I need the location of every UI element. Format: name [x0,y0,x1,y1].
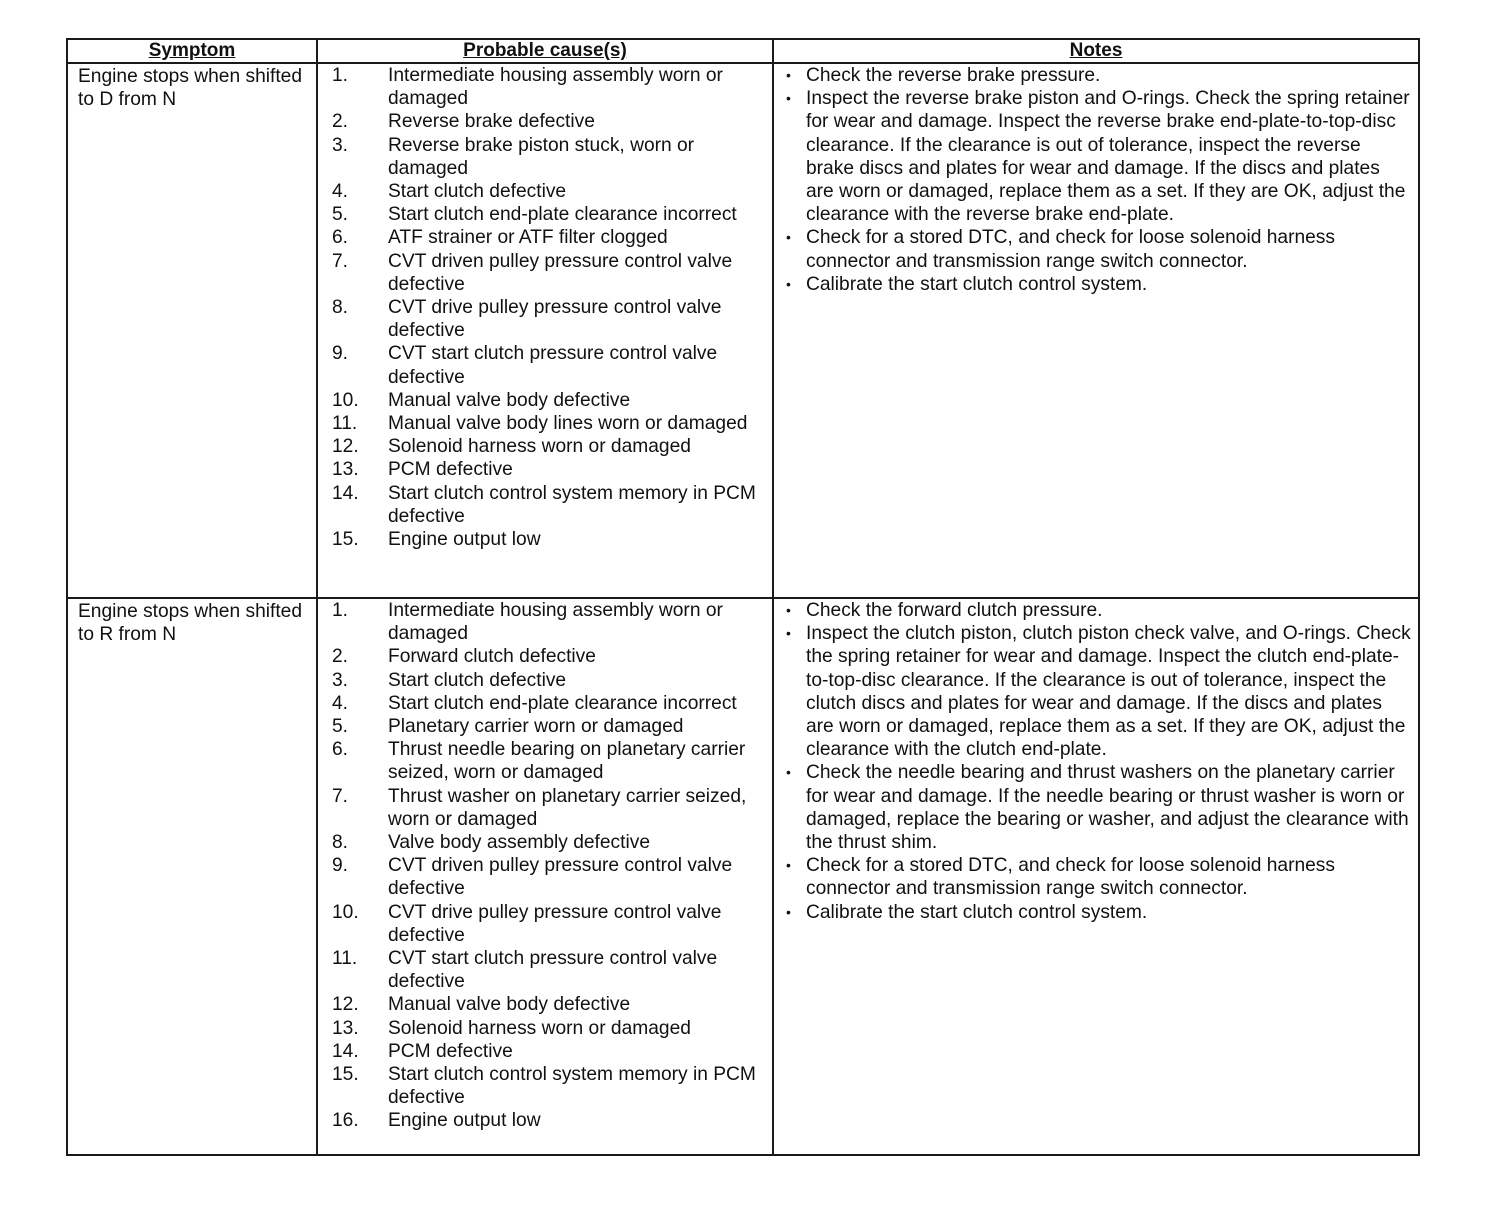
cause-text: Start clutch defective [388,181,567,203]
cause-text: Reverse brake piston stuck, worn or damaged [388,134,695,179]
cause-list [332,64,768,551]
note-item [786,761,1412,854]
header-row [67,39,1419,63]
note-list [786,64,1412,296]
cause-number: 6. [332,739,349,761]
bullet-icon: • [786,229,791,246]
bullet-icon: • [786,903,791,920]
cause-number: 1. [332,65,349,86]
notes-cell [773,63,1419,598]
cause-text: ATF strainer or ATF filter clogged [388,227,668,249]
cause-item [332,64,768,110]
cause-number: 11. [332,413,358,435]
cause-item [332,715,768,738]
symptom-cell [67,63,317,598]
cause-number: 7. [332,785,349,807]
cause-item [332,482,768,528]
bullet-icon: • [786,857,791,874]
cause-item [332,1063,768,1109]
cause-text: CVT drive pulley pressure control valve defective [388,297,722,342]
cause-item [332,692,768,715]
cause-text: PCM defective [388,1040,513,1062]
cause-number: 15. [332,1064,359,1086]
cause-text: Manual valve body lines worn or damaged [388,413,748,435]
cause-item [332,412,768,435]
cause-number: 8. [332,832,349,854]
cause-number: 7. [332,250,349,272]
cause-text: Intermediate housing assembly worn or damaged [388,65,723,110]
cause-number: 13. [332,459,359,481]
note-text: Check the reverse brake pressure. [806,65,1101,86]
note-text: Inspect the reverse brake piston and O-rings. Check the spring retainer for wear and damage. Inspect the reverse brake end-plate-to-top-disc clearance. If the clearance is out of tolerance, inspect the reverse brake discs and plates for wear and damage. If the discs and plates are worn or damaged, replace them as a set. If they are OK, adjust the clearance with the reverse brake end-plate. [806,88,1410,226]
cause-number: 13. [332,1017,359,1039]
symptom-cell [67,598,317,1155]
cause-text: Start clutch control system memory in PCM defective [388,1064,756,1109]
table-row [67,598,1419,1155]
cause-item [332,435,768,458]
cause-text: Engine output low [388,1110,541,1132]
cause-item [332,134,768,180]
cause-number: 10. [332,901,359,923]
cause-list [332,599,768,1133]
cause-item [332,854,768,900]
cause-text: Start clutch end-plate clearance incorrect [388,692,737,714]
note-item [786,226,1412,272]
cause-number: 12. [332,994,359,1016]
bullet-icon: • [786,602,791,618]
cause-text: Intermediate housing assembly worn or damaged [388,600,723,645]
cause-item [332,947,768,993]
cause-text: CVT driven pulley pressure control valve defective [388,855,733,900]
symptom-text: Engine stops when shifted to R from N [78,601,303,646]
cause-number: 10. [332,389,359,411]
cause-number: 2. [332,646,349,668]
bullet-icon: • [786,90,791,107]
header-probable-causes: Probable cause(s) [317,39,773,63]
table-header [67,39,1419,63]
cause-text: Engine output low [388,529,541,551]
note-item [786,273,1412,296]
note-text: Check for a stored DTC, and check for loose solenoid harness connector and transmission range switch connector. [806,227,1335,272]
cause-number: 4. [332,181,349,203]
cause-number: 14. [332,482,359,504]
cause-number: 16. [332,1110,359,1132]
table-body [67,63,1419,1155]
cause-text: Manual valve body defective [388,994,631,1016]
cause-text: Start clutch defective [388,669,567,691]
note-item [786,622,1412,761]
cause-text: Valve body assembly defective [388,832,651,854]
cause-number: 15. [332,529,359,551]
cause-text: CVT start clutch pressure control valve defective [388,948,718,993]
cause-item [332,180,768,203]
cause-text: Solenoid harness worn or damaged [388,1017,691,1039]
cause-item [332,831,768,854]
header-notes: Notes [773,39,1419,63]
cause-number: 2. [332,111,349,133]
cause-item [332,1109,768,1132]
cause-item [332,738,768,784]
cause-item [332,226,768,249]
cause-item [332,250,768,296]
note-text: Inspect the clutch piston, clutch piston check valve, and O-rings. Check the spring retainer for wear and damage. Inspect the clutch end-plate-to-top-disc clearance. If the clearance is out of tolerance, inspect the clutch discs and plates for wear and damage. If the discs and plates are worn or damaged, replace them as a set. If they are OK, adjust the clearance with the clutch end-plate. [806,623,1411,761]
cause-item [332,901,768,947]
cause-text: Start clutch end-plate clearance incorrect [388,204,737,226]
cause-number: 5. [332,716,349,738]
cause-item [332,599,768,645]
bullet-icon: • [786,275,791,292]
cause-number: 5. [332,204,349,226]
note-item [786,87,1412,226]
bullet-icon: • [786,764,791,781]
symptom-text: Engine stops when shifted to D from N [78,66,303,111]
cause-item [332,1017,768,1040]
bullet-icon: • [786,625,791,642]
cause-text: Start clutch control system memory in PCM defective [388,482,756,527]
cause-number: 9. [332,855,349,877]
cause-number: 4. [332,692,349,714]
cause-item [332,110,768,133]
cause-item [332,669,768,692]
cause-number: 6. [332,227,349,249]
cause-text: Forward clutch defective [388,646,596,668]
cause-item [332,342,768,388]
note-list [786,599,1412,924]
cause-number: 11. [332,948,358,970]
note-text: Calibrate the start clutch control system. [806,273,1148,295]
header-symptom: Symptom [67,39,317,63]
cause-text: CVT driven pulley pressure control valve defective [388,250,733,295]
cause-text: Manual valve body defective [388,389,631,411]
cause-number: 1. [332,600,349,621]
cause-item [332,458,768,481]
cause-item [332,993,768,1016]
cause-item [332,645,768,668]
cause-item [332,528,768,551]
note-item [786,64,1412,87]
note-text: Check the forward clutch pressure. [806,600,1103,621]
note-item [786,599,1412,622]
cause-text: Solenoid harness worn or damaged [388,436,691,458]
causes-cell [317,598,773,1155]
cause-item [332,389,768,412]
cause-text: CVT start clutch pressure control valve defective [388,343,718,388]
note-item [786,901,1412,924]
cause-text: PCM defective [388,459,513,481]
cause-number: 9. [332,343,349,365]
note-text: Check for a stored DTC, and check for loose solenoid harness connector and transmission range switch connector. [806,855,1335,900]
notes-cell [773,598,1419,1155]
cause-text: Thrust needle bearing on planetary carrier seized, worn or damaged [388,739,746,784]
cause-text: Reverse brake defective [388,111,595,133]
cause-number: 3. [332,669,349,691]
note-text: Check the needle bearing and thrust washers on the planetary carrier for wear and damage. If the needle bearing or thrust washer is worn or damaged, replace the bearing or washer, and adjust the clearance with the thrust shim. [806,762,1409,854]
note-text: Calibrate the start clutch control system. [806,901,1148,923]
cause-number: 12. [332,436,359,458]
cause-number: 8. [332,297,349,319]
cause-text: Planetary carrier worn or damaged [388,716,684,738]
cause-item [332,203,768,226]
troubleshooting-table [66,38,1420,1156]
note-item [786,854,1412,900]
bullet-icon: • [786,67,791,83]
causes-cell [317,63,773,598]
table-row [67,63,1419,598]
cause-number: 3. [332,134,349,156]
cause-text: CVT drive pulley pressure control valve defective [388,901,722,946]
cause-number: 14. [332,1040,359,1062]
cause-text: Thrust washer on planetary carrier seized, worn or damaged [388,785,747,830]
cause-item [332,1040,768,1063]
cause-item [332,785,768,831]
cause-item [332,296,768,342]
